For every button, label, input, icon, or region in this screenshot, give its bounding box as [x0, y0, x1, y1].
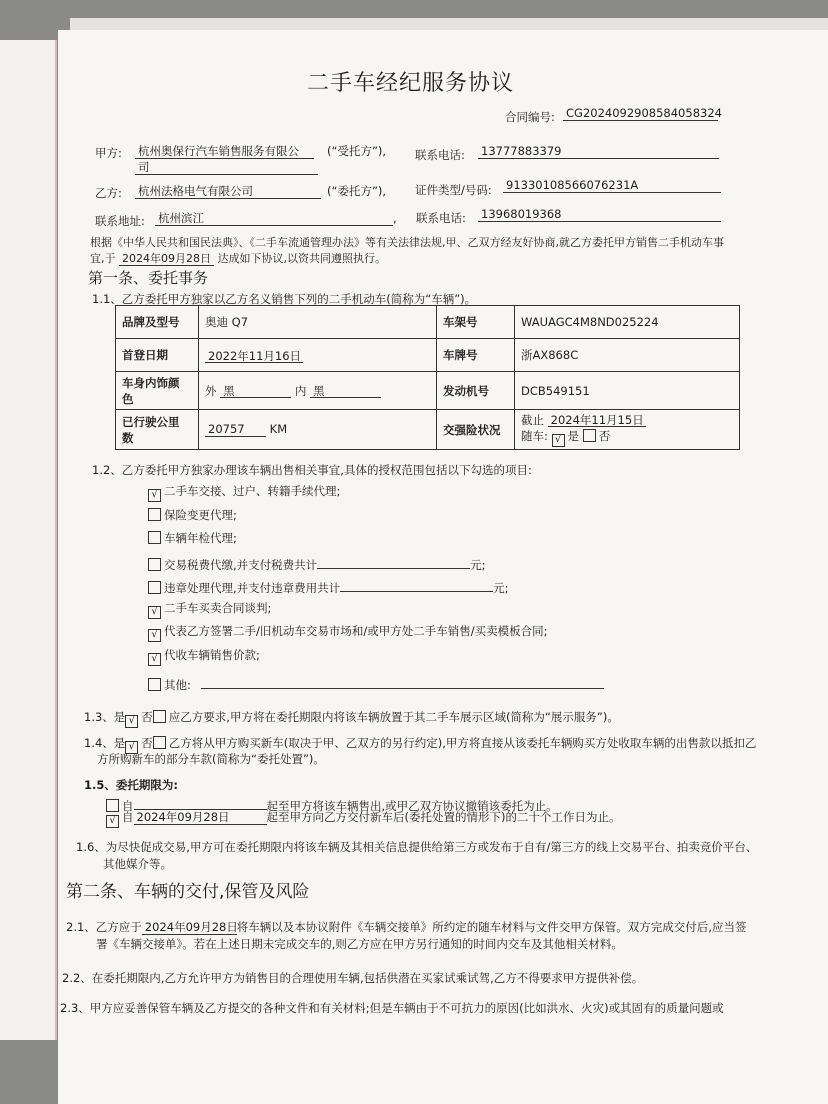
insurance-value: 截止 2024年11月15日 随车: √ 是 否	[515, 410, 740, 450]
partyA-phone: 13777883379	[478, 144, 719, 159]
option-item: √ 二手车交接、过户、转籍手续代理;	[148, 484, 340, 502]
vin-value: WAUAGC4M8ND025224	[515, 306, 740, 339]
partyB-phone: 13968019368	[478, 207, 721, 222]
engine-value: DCB549151	[515, 372, 740, 410]
address-label: 联系地址:	[95, 214, 145, 228]
id-label: 证件类型/号码:	[415, 183, 492, 197]
plate-label: 车牌号	[437, 339, 515, 372]
brand-label: 品牌及型号	[116, 306, 199, 339]
option-item: 保险变更代理;	[148, 508, 237, 523]
term-option-1: 自 起至甲方将该车辆售出,或甲乙双方协议撤销该委托为止。	[106, 795, 558, 814]
clause-1-6: 1.6、为尽快促成交易,甲方可在委托期限内将该车辆及其相关信息提供给第三方或发布于自有/第三方的线上交易平台、拍卖竞价平台、	[76, 840, 758, 854]
preamble-line1: 根据《中华人民共和国民法典》、《二手车流通管理办法》等有关法律法规,甲、乙双方经友好协商,就乙方委托甲方销售二手机动车事	[90, 236, 724, 249]
partyA-role: (“受托方”),	[327, 144, 387, 158]
article1-title: 第一条、委托事务	[88, 269, 209, 287]
option-item: 其他:	[148, 674, 604, 693]
reg-label: 首登日期	[116, 339, 199, 372]
option-item: 车辆年检代理;	[148, 531, 237, 546]
clause-1-1: 1.1、乙方委托甲方独家以乙方名义销售下列的二手机动车(简称为“车辆”)。	[92, 292, 477, 306]
address: 杭州滨江	[155, 211, 393, 226]
vehicle-table	[115, 305, 740, 450]
clause-1-5-title: 1.5、委托期限为:	[84, 778, 178, 792]
partyA-label: 甲方:	[95, 146, 122, 160]
clause-2-1: 2.1、乙方应于 2024年09月28日将车辆以及本协议附件《车辆交接单》所约定的随车材料与文件交甲方保管。双方完成交付后,应当签	[66, 920, 747, 934]
clause-1-4: 1.4、是 √ 否 乙方将从甲方购买新车(取决于甲、乙双方的另行约定),甲方将直接从该委托车辆购买方处收取车辆的出售款以抵扣乙	[84, 736, 757, 752]
table-row	[116, 410, 740, 450]
option-item: 违章处理代理,并支付违章费用共计 元;	[148, 577, 509, 596]
option-item: 交易税费代缴,并支付税费共计 元;	[148, 554, 486, 573]
option-item: √ 二手车买卖合同谈判;	[148, 601, 271, 619]
partyA-name-cont: 司	[135, 160, 318, 175]
brand-value: 奥迪 Q7	[199, 306, 437, 339]
clause-2-2: 2.2、在委托期限内,乙方允许甲方为销售目的合理使用车辆,包括供潜在买家试乘试驾,乙方不得要求甲方提供补偿。	[62, 971, 644, 985]
insurance-label: 交强险状况	[437, 410, 515, 450]
document-title: 二手车经纪服务协议	[307, 71, 515, 96]
insurance-no-checkbox	[583, 429, 596, 442]
partyB-phone-label: 联系电话:	[416, 211, 466, 225]
partyA-phone-label: 联系电话:	[415, 148, 465, 162]
option-item: √ 代收车辆销售价款;	[148, 648, 260, 666]
table-row	[116, 339, 740, 372]
mileage-value: 20757 KM	[199, 410, 437, 450]
clause-2-1-cont: 署《车辆交接单》。若在上述日期未完成交车的,则乙方应在甲方另行通知的时间内交车及其他相关材料。	[96, 937, 623, 951]
partyA-name: 杭州奥保行汽车销售服务有限公	[135, 144, 314, 159]
clause-1-6-cont: 其他媒介等。	[103, 857, 172, 871]
insurance-yes-checkbox: √	[552, 434, 565, 447]
vin-label: 车架号	[437, 306, 515, 339]
clause-2-3: 2.3、甲方应妥善保管车辆及乙方提交的各种文件和有关材料;但是车辆由于不可抗力的原因(比如洪水、火灾)或其固有的质量问题或	[60, 1001, 724, 1015]
plate-value: 浙AX868C	[515, 339, 740, 372]
background-paper	[0, 40, 57, 1040]
table-row	[116, 306, 740, 339]
color-label: 车身内饰颜 色	[116, 372, 199, 410]
option-item: √ 代表乙方签署二手/旧机动车交易市场和/或甲方处二手车销售/买卖模板合同;	[148, 624, 548, 642]
reg-value: 2022年11月16日	[205, 348, 303, 363]
partyB-role: (“委托方”),	[327, 184, 387, 198]
clause-1-4-cont: 方所购新车的部分车款(简称为“委托处置”)。	[97, 752, 325, 766]
mileage-label: 已行驶公里 数	[116, 410, 199, 450]
partyB-label: 乙方:	[95, 186, 122, 200]
partyB-name: 杭州法格电气有限公司	[135, 184, 321, 199]
engine-label: 发动机号	[437, 372, 515, 410]
contract-no: CG2024092908584058324	[563, 106, 718, 121]
id-value: 91330108566076231A	[503, 178, 721, 193]
contract-no-label: 合同编号:	[505, 110, 555, 124]
clause-1-2: 1.2、乙方委托甲方独家办理该车辆出售相关事宜,具体的授权范围包括以下勾选的项目:	[92, 463, 532, 477]
article2-title: 第二条、车辆的交付,保管及风险	[66, 882, 310, 902]
color-value: 外 黑 内 黑	[199, 372, 437, 410]
clause-1-3: 1.3、是 √ 否 应乙方要求,甲方将在委托期限内将该车辆放置于其二手车展示区域(简称为“展示服务”)。	[84, 710, 619, 726]
table-row	[116, 372, 740, 410]
preamble-line2: 宜,于 2024年09月28日 达成如下协议,以资共同遵照执行。	[90, 252, 386, 265]
term-option-2: √ 自 2024年09月28日 起至甲方向乙方交付新车后(委托处置的情形下)的二十个工作日为止。	[106, 810, 620, 828]
